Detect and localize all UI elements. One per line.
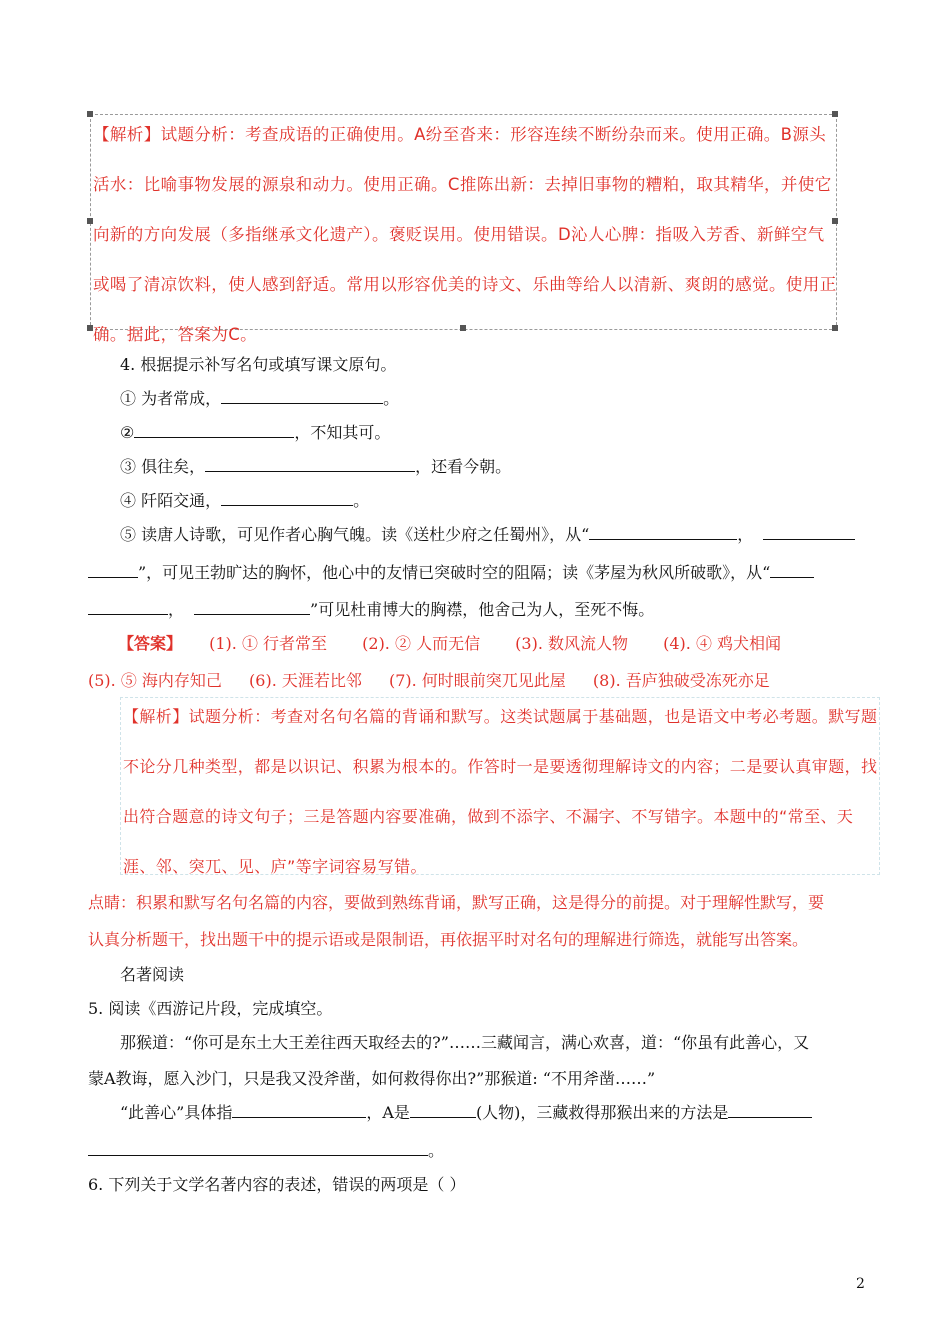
item-text: ，不知其可。	[294, 423, 391, 442]
question-5-fill-line-2	[88, 1138, 444, 1164]
item-text: ②	[120, 423, 135, 442]
item-text: ① 为者常成，	[120, 389, 222, 408]
analysis-text: 【解析】试题分析：考查成语的正确使用。A纷至沓来：形容连续不断纷杂而来。使用正确。B源头活水：比喻事物发展的源泉和动力。使用正确。C推陈出新：去掉旧事物的糟粕，取其精华，并使它向新的方向发展（多指继承文化遗产）。褒贬误用。使用错误。D沁人心脾：指吸入芳香、新鲜空气或喝了清凉饮料，使人感到舒适。常用以形容优美的诗文、乐曲等给人以清新、爽朗的感觉。使用正确。据此，答案为C。	[93, 125, 837, 344]
item-text: 。	[353, 491, 370, 510]
answer-item: (7). 何时眼前突兀见此屋	[388, 671, 566, 690]
question-4-item-4	[120, 488, 369, 514]
answer-blank[interactable]	[770, 561, 814, 578]
answer-item: (8). 吾庐独破受冻死亦足	[592, 671, 770, 690]
answer-blank[interactable]	[88, 1139, 428, 1156]
question-4-item-5-line-2	[88, 560, 814, 586]
item-text: ④ 阡陌交通，	[120, 491, 222, 510]
question-4-item-2	[120, 420, 390, 446]
question-4-item-3	[120, 454, 511, 480]
answer-item: (4). ④ 鸡犬相闻	[663, 634, 782, 653]
answer-blank[interactable]	[728, 1101, 812, 1118]
dianjing-line-2: 认真分析题干，找出题干中的提示语或是限制语，再依据平时对名句的理解进行筛选，就能写出答案。	[88, 930, 809, 949]
item-text: ，还看今朝。	[415, 457, 512, 476]
item-text: ③ 俱往矣，	[120, 457, 206, 476]
dianjing-line-1: 点睛：积累和默写名句名篇的内容，要做到熟练背诵，默写正确，这是得分的前提。对于理解性默写，要	[88, 893, 825, 912]
section-title: 名著阅读	[120, 965, 185, 984]
answer-blank[interactable]	[88, 561, 138, 578]
analysis-text-2: 【解析】试题分析：考查对名句名篇的背诵和默写。这类试题属于基础题，也是语文中考必考题。默写题不论分几种类型，都是以识记、积累为根本的。作答时一是要透彻理解诗文的内容；二是要认真审题，找出符合题意的诗文句子；三是答题内容要准确，做到不添字、不漏字、不写错字。本题中的“常至、天涯、邻、突兀、见、庐”等字词容易写错。	[123, 707, 878, 876]
answer-blank[interactable]	[205, 455, 415, 472]
fill-text: “此善心”具体指	[120, 1103, 233, 1122]
answer-blank[interactable]	[589, 523, 737, 540]
item-text: ，	[168, 600, 185, 619]
item-text: 。	[383, 389, 400, 408]
answer-item: (6). 天涯若比邻	[249, 671, 362, 690]
item-text: ”，可见王勃旷达的胸怀，他心中的友情已突破时空的阻隔；读《茅屋为秋风所破歌》，从“	[138, 563, 771, 582]
question-4-item-5-line-1	[120, 522, 855, 548]
answer-blank[interactable]	[410, 1101, 476, 1118]
question-4-item-5-line-3	[88, 597, 654, 623]
item-text: ⑤ 读唐人诗歌，可见作者心胸气魄。读《送杜少府之任蜀州》，从“	[120, 525, 590, 544]
item-text: ”可见杜甫博大的胸襟，他舍己为人，至死不悔。	[310, 600, 655, 619]
answer-item: (3). 数风流人物	[515, 634, 629, 653]
answer-item: (2). ② 人而无信	[362, 634, 481, 653]
question-5-paragraph-line-2: 蒙A教诲，愿入沙门，只是我又没斧凿，如何救得你出?”那猴道: “不用斧凿……”	[88, 1069, 656, 1088]
question-5-paragraph-line-1: 那猴道：“你可是东土大王差往西天取经去的?”……三藏闻言，满心欢喜，道：“你虽有此善心，又	[120, 1033, 810, 1052]
answer-blank[interactable]	[134, 421, 294, 438]
answer-blank[interactable]	[88, 598, 168, 615]
answer-blank[interactable]	[221, 387, 383, 404]
answer-blank[interactable]	[763, 523, 855, 540]
answer-blank[interactable]	[194, 598, 310, 615]
answer-item: (5). ⑤ 海内存知己	[88, 671, 222, 690]
question-4-title: 4. 根据提示补写名句或填写课文原句。	[120, 355, 397, 374]
answer-item: (1). ① 行者常至	[209, 634, 328, 653]
item-text: ，	[737, 525, 754, 544]
page-number: 2	[856, 1276, 865, 1292]
fill-text: 。	[428, 1141, 445, 1160]
question-5-title: 5. 阅读《西游记片段，完成填空。	[88, 999, 333, 1018]
fill-text: (人物)，三藏救得那猴出来的方法是	[475, 1103, 729, 1122]
question-4-item-1	[120, 386, 399, 412]
fill-text: ，A是	[366, 1103, 410, 1122]
answer-row-2	[88, 668, 770, 694]
question-6-title: 6. 下列关于文学名著内容的表述，错误的两项是（ ）	[88, 1175, 466, 1194]
question-5-fill-line	[120, 1100, 812, 1126]
answer-blank[interactable]	[221, 489, 353, 506]
answer-row-1	[118, 631, 781, 657]
answer-label: 【答案】	[118, 634, 183, 653]
answer-blank[interactable]	[232, 1101, 366, 1118]
